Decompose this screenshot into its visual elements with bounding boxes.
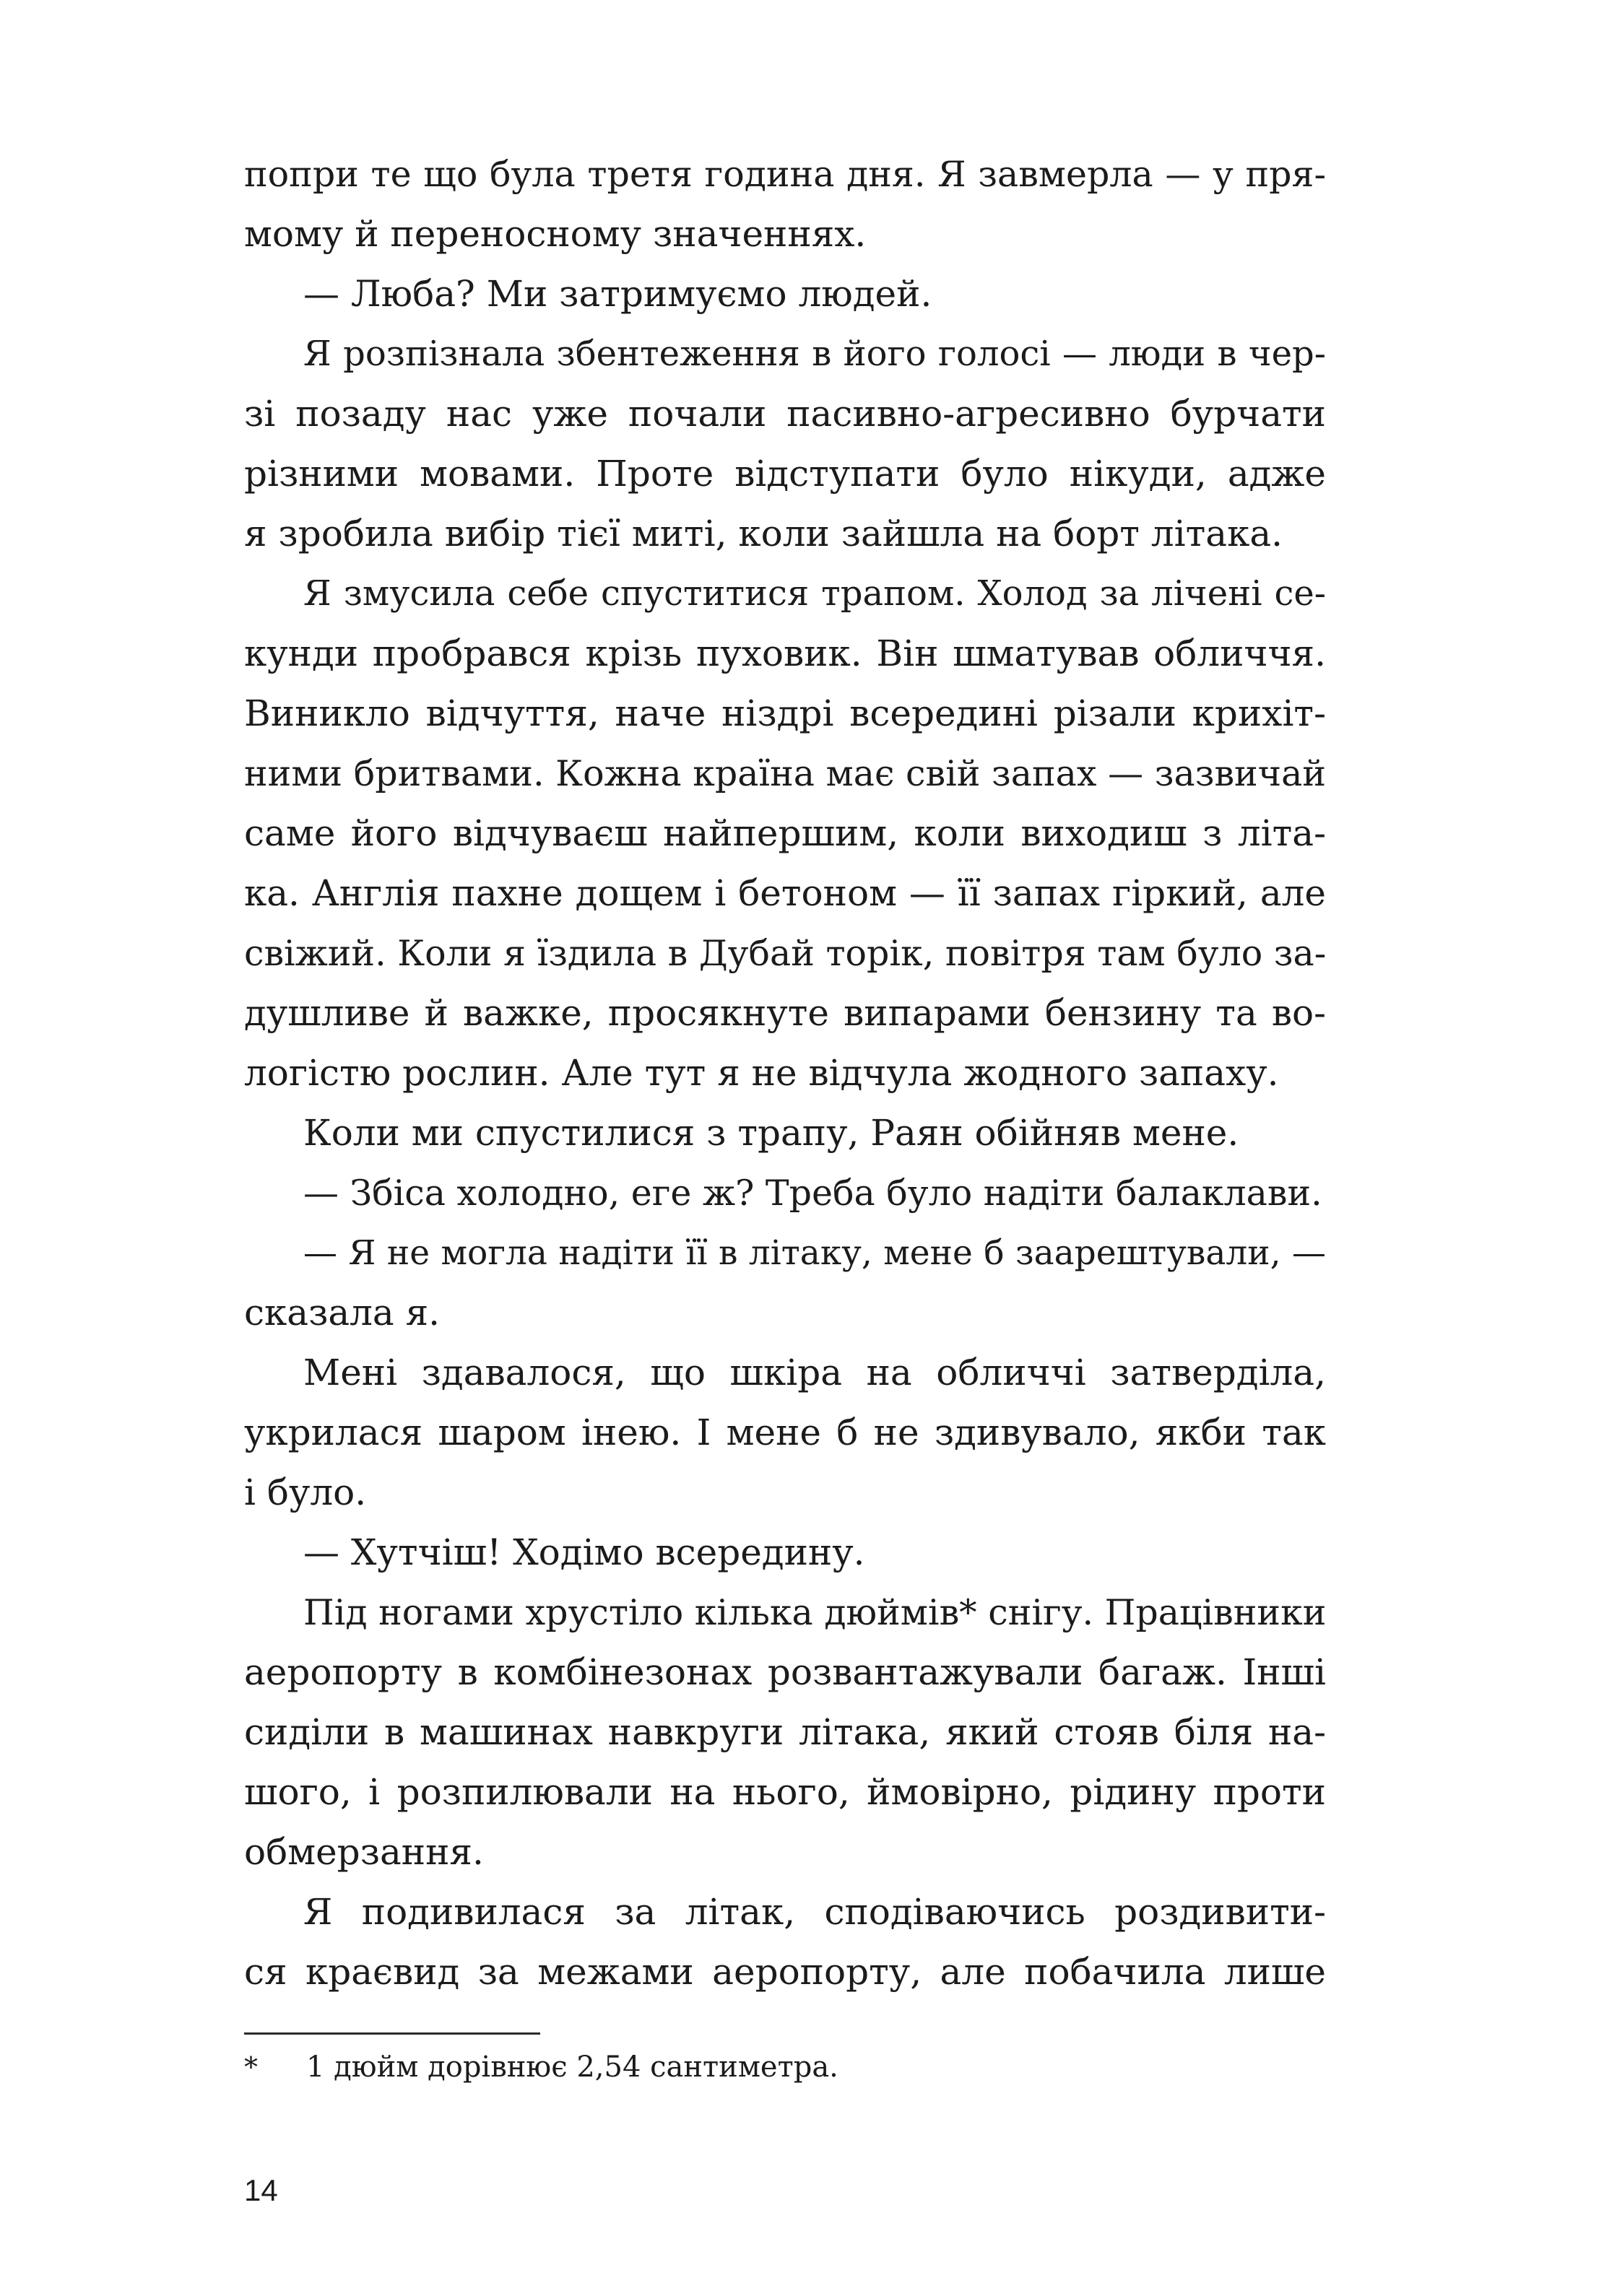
text-line: свіжий. Коли я їздила в Дубай торік, повітря там було за- xyxy=(244,933,1327,974)
text-line: мому й переносному значеннях. xyxy=(244,213,867,255)
text-line: обмерзання. xyxy=(244,1831,484,1873)
text-line: Я подивилася за літак, сподіваючись роздивити- xyxy=(303,1891,1326,1933)
text-line: ся краєвид за межами аеропорту, але побачила лише xyxy=(244,1951,1326,1993)
text-line: ка. Англія пахне дощем і бетоном — її запах гіркий, але xyxy=(244,872,1326,914)
text-line: сказала я. xyxy=(244,1292,441,1334)
text-line: кунди пробрався крізь пуховик. Він шматував обличчя. xyxy=(244,632,1326,674)
body-text xyxy=(244,144,1326,2002)
text-line: — Збіса холодно, еге ж? Треба було надіти балаклави. xyxy=(303,1173,1322,1214)
text-line: — Я не могла надіти її в літаку, мене б заарештували, — xyxy=(303,1233,1326,1273)
text-line: Коли ми спустилися з трапу, Раян обійняв мене. xyxy=(303,1112,1239,1154)
text-line: і було. xyxy=(244,1471,367,1513)
text-line: аеропорту в комбінезонах розвантажували багаж. Інші xyxy=(244,1651,1326,1693)
text-line: сиділи в машинах навкруги літака, який стояв біля на- xyxy=(244,1711,1326,1753)
footnote-text: 1 дюйм дорівнює 2,54 сантиметра. xyxy=(306,2051,838,2084)
footnote-mark: * xyxy=(244,2051,258,2083)
text-line: я зробила вибір тієї миті, коли зайшла на борт літака. xyxy=(244,513,1283,555)
text-line: шого, і розпилювали на нього, ймовірно, рідину проти xyxy=(244,1771,1326,1813)
footnote xyxy=(244,2045,1326,2089)
text-line: попри те що була третя година дня. Я завмерла — у пря- xyxy=(244,154,1326,195)
text-line: різними мовами. Проте відступати було нікуди, адже xyxy=(244,453,1326,495)
text-line: Мені здавалося, що шкіра на обличчі затверділа, xyxy=(303,1352,1326,1393)
text-line: душливе й важке, просякнуте випарами бензину та во- xyxy=(244,992,1326,1034)
text-line: зі позаду нас уже почали пасивно-агресивно бурчати xyxy=(244,393,1326,435)
text-line: Виникло відчуття, наче ніздрі всередині різали крихіт- xyxy=(244,692,1326,734)
text-line: Під ногами хрустіло кілька дюймів* снігу. Працівники xyxy=(303,1592,1327,1633)
text-line: — Хутчіш! Ходімо всередину. xyxy=(303,1531,865,1573)
page-number: 14 xyxy=(244,2173,278,2207)
text-line: логістю рослин. Але тут я не відчула жодного запаху. xyxy=(244,1052,1279,1094)
text-line: Я розпізнала збентеження в його голосі — люди в чер- xyxy=(303,334,1326,374)
text-line: Я змусила себе спуститися трапом. Холод за лічені се- xyxy=(303,573,1326,614)
footnote-separator xyxy=(244,2032,540,2035)
text-line: укрилася шаром інею. І мене б не здивувало, якби так xyxy=(244,1412,1326,1453)
text-line: ними бритвами. Кожна країна має свій запах — зазвичай xyxy=(244,753,1326,794)
text-line: — Люба? Ми затримуємо людей. xyxy=(303,273,932,315)
text-line: саме його відчуваєш найпершим, коли виходиш з літа- xyxy=(244,812,1326,854)
